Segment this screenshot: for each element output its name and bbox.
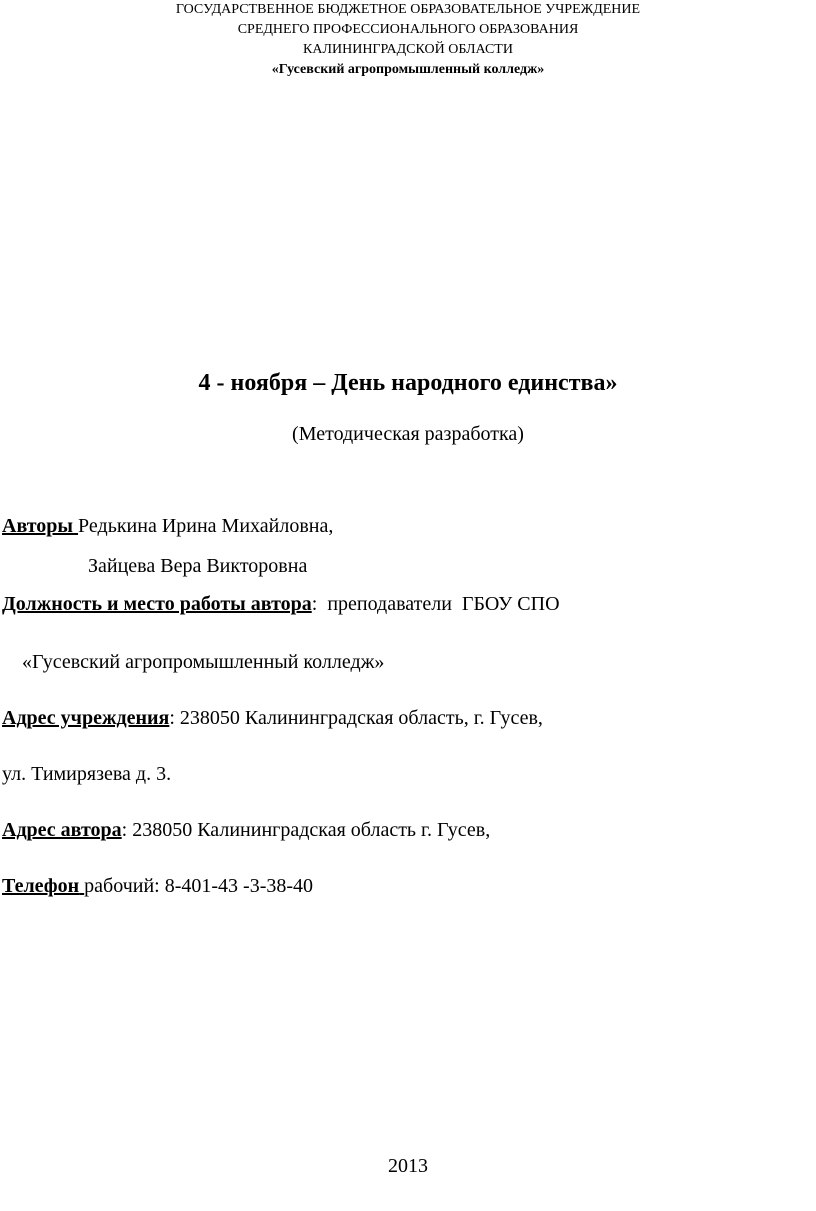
position-label: Должность и место работы автора <box>2 593 312 615</box>
author-second-row <box>88 552 307 580</box>
document-title: 4 - ноября – День народного единства» <box>198 370 618 396</box>
institution-street-row <box>2 760 171 788</box>
institution-street: ул. Тимирязева д. 3. <box>2 763 172 785</box>
header-line-3: КАЛИНИНГРАДСКОЙ ОБЛАСТИ <box>303 42 513 57</box>
header-college-name: «Гусевский агропромышленный колледж» <box>271 62 545 77</box>
document-subtitle: (Методическая разработка) <box>292 423 524 445</box>
header-line-1: ГОСУДАРСТВЕННОЕ БЮДЖЕТНОЕ ОБРАЗОВАТЕЛЬНОЕ УЧРЕЖДЕНИЕ <box>175 2 641 17</box>
institution-address-value: 238050 Калининградская область, г. Гусев, <box>174 707 543 729</box>
phone-label: Телефон <box>2 875 80 897</box>
position-college-row <box>22 648 384 676</box>
document-year: 2013 <box>388 1155 428 1177</box>
author-first: Редькина Ирина Михайловна, <box>78 515 334 537</box>
authors-label: Авторы <box>2 515 74 537</box>
authors-row <box>2 512 333 540</box>
institution-address-label: Адрес учреждения <box>2 707 170 729</box>
author-address-label: Адрес автора <box>2 819 122 841</box>
position-row <box>2 590 560 618</box>
institution-header <box>0 0 816 80</box>
position-college: «Гусевский агропромышленный колледж» <box>22 651 385 673</box>
author-address-separator: : <box>121 819 128 841</box>
author-address-value: 238050 Калининградская область г. Гусев, <box>127 819 491 841</box>
phone-value: рабочий: 8-401-43 -3-38-40 <box>84 875 314 897</box>
author-second: Зайцева Вера Викторовна <box>88 555 308 577</box>
institution-address-row <box>2 704 543 732</box>
position-separator: : <box>311 593 318 615</box>
institution-address-separator: : <box>169 707 175 729</box>
author-address-row <box>2 816 490 844</box>
header-line-2: СРЕДНЕГО ПРОФЕССИОНАЛЬНОГО ОБРАЗОВАНИЯ <box>237 22 579 37</box>
position-value: преподаватели ГБОУ СПО <box>317 593 560 615</box>
phone-row <box>2 872 313 900</box>
